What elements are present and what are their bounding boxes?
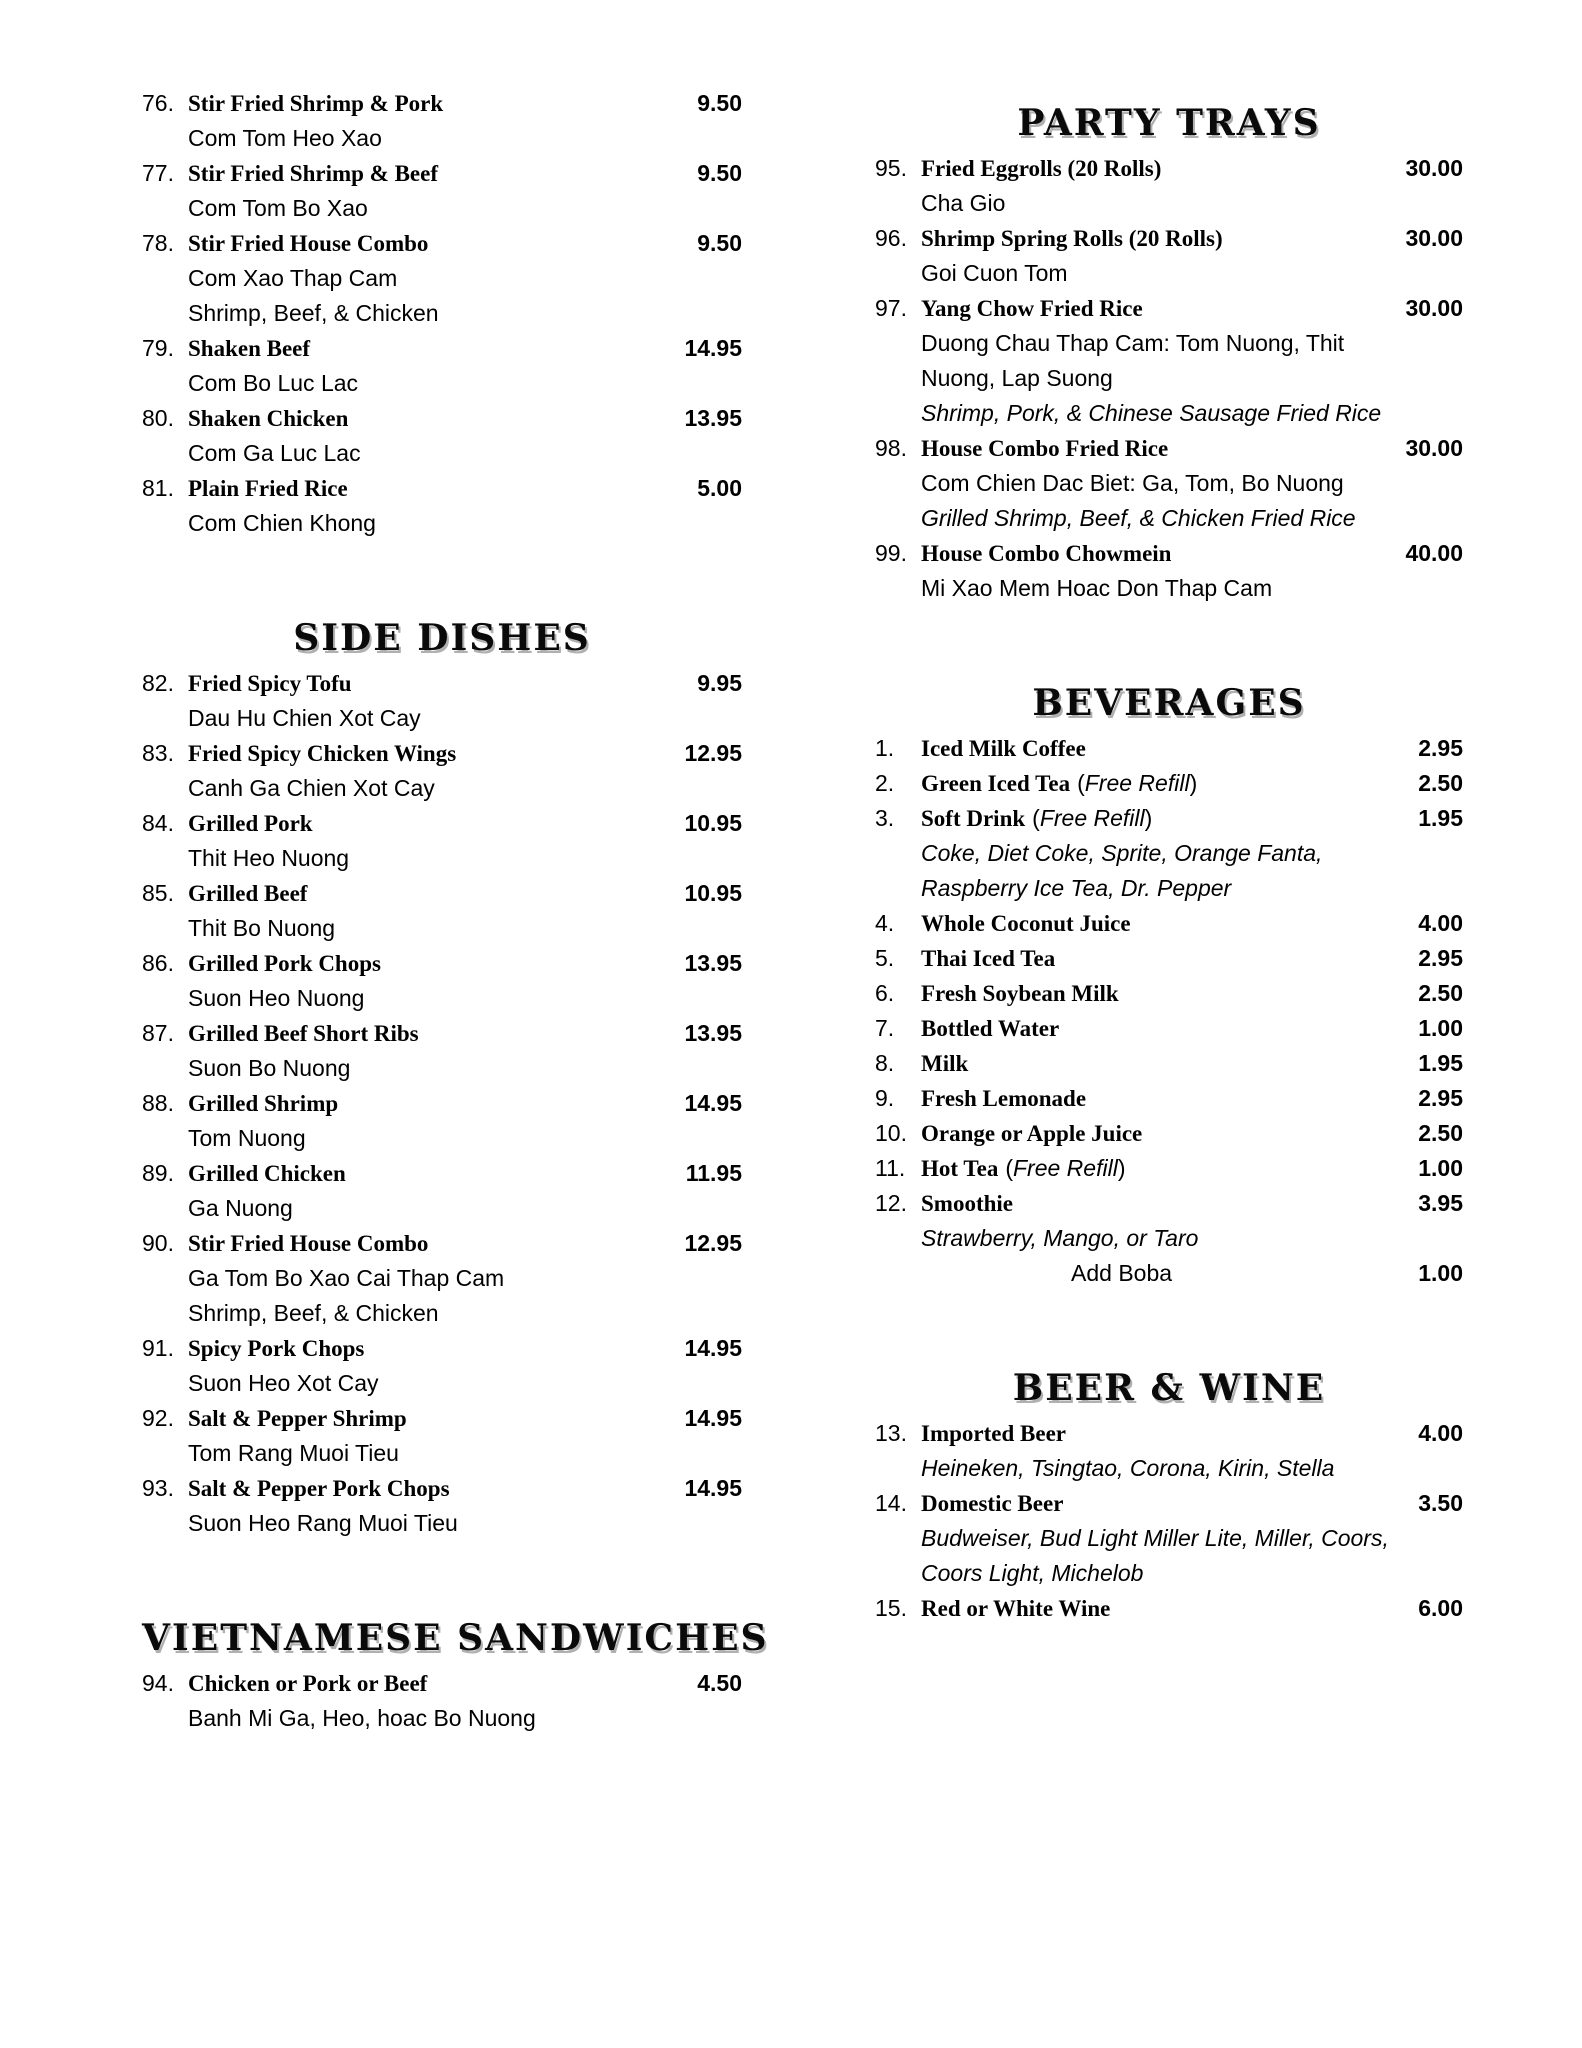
item-number: 84. [142, 810, 174, 836]
item-number: 87. [142, 1020, 174, 1046]
menu-item-row [875, 1591, 1463, 1626]
item-price: 13.95 [684, 1020, 742, 1046]
menu-item-row [142, 946, 742, 981]
item-name: Whole Coconut Juice [921, 911, 1131, 936]
item-name: Grilled Beef [188, 881, 308, 906]
item-price: 3.50 [1418, 1490, 1463, 1516]
item-number: 91. [142, 1335, 174, 1361]
item-price: 1.00 [1418, 1015, 1463, 1041]
item-price: 3.95 [1418, 1190, 1463, 1216]
menu-section [875, 100, 1463, 606]
menu-item-row [875, 1416, 1463, 1451]
menu-item-row [875, 976, 1463, 1011]
menu-item-row [875, 941, 1463, 976]
item-number: 89. [142, 1160, 174, 1186]
item-name: Orange or Apple Juice [921, 1121, 1143, 1146]
menu-item-row [875, 221, 1463, 256]
item-price: 40.00 [1405, 540, 1463, 566]
item-subline: Budweiser, Bud Light Miller Lite, Miller, Coors, [921, 1525, 1389, 1551]
item-price: 2.95 [1418, 1085, 1463, 1111]
item-price: 1.00 [1418, 1155, 1463, 1181]
item-subline: Heineken, Tsingtao, Corona, Kirin, Stella [921, 1455, 1335, 1481]
item-name: Red or White Wine [921, 1596, 1111, 1621]
item-price: 1.95 [1418, 1050, 1463, 1076]
menu-column-left [142, 86, 769, 1736]
item-name: Milk [921, 1051, 969, 1076]
item-subline: Com Chien Khong [188, 510, 376, 536]
section-title: SIDE DISHES [293, 617, 591, 659]
item-name: Stir Fried House Combo [188, 231, 429, 256]
menu-item-row [142, 1086, 742, 1121]
menu-item-row [875, 1486, 1463, 1521]
item-subline: Suon Heo Xot Cay [188, 1370, 379, 1396]
item-price: 14.95 [684, 1475, 742, 1501]
menu-section [142, 615, 742, 1541]
item-name: Salt & Pepper Pork Chops [188, 1476, 450, 1501]
item-number: 13. [875, 1420, 907, 1446]
item-note-text: Free Refill [1013, 1155, 1118, 1181]
item-price: 2.50 [1418, 770, 1463, 796]
item-price: 4.00 [1418, 1420, 1463, 1446]
item-subline: Com Tom Bo Xao [188, 195, 368, 221]
item-subline: Nuong, Lap Suong [921, 365, 1113, 391]
item-number: 77. [142, 160, 174, 186]
item-number: 5. [875, 945, 895, 971]
section-title: BEVERAGES [1032, 682, 1306, 724]
menu-item-row [142, 1226, 742, 1261]
item-price: 5.00 [697, 475, 742, 501]
item-number: 99. [875, 540, 907, 566]
item-subline: Suon Heo Rang Muoi Tieu [188, 1510, 458, 1536]
item-name: Fried Spicy Chicken Wings [188, 741, 457, 766]
item-number: 9. [875, 1085, 895, 1111]
item-number: 97. [875, 295, 907, 321]
item-name: Fresh Soybean Milk [921, 981, 1119, 1006]
item-name: Hot Tea [921, 1156, 999, 1181]
item-name: Shaken Beef [188, 336, 311, 361]
menu-item-row [875, 291, 1463, 326]
section-title: PARTY TRAYS [1017, 102, 1321, 144]
item-name: Grilled Pork [188, 811, 313, 836]
item-number: 82. [142, 670, 174, 696]
item-name: Iced Milk Coffee [921, 736, 1086, 761]
item-subline: Com Bo Luc Lac [188, 370, 359, 396]
menu-item-row [142, 666, 742, 701]
item-number: 88. [142, 1090, 174, 1116]
item-name: Imported Beer [921, 1421, 1066, 1446]
item-number: 81. [142, 475, 174, 501]
item-name: Chicken or Pork or Beef [188, 1671, 428, 1696]
menu-section [142, 86, 742, 541]
menu-item-row [142, 876, 742, 911]
item-number: 4. [875, 910, 895, 936]
item-number: 86. [142, 950, 174, 976]
item-price: 2.50 [1418, 1120, 1463, 1146]
item-name: Shaken Chicken [188, 406, 349, 431]
menu-item-row [875, 431, 1463, 466]
item-name: Grilled Pork Chops [188, 951, 381, 976]
item-number: 8. [875, 1050, 895, 1076]
item-subline: Coke, Diet Coke, Sprite, Orange Fanta, [921, 840, 1323, 866]
item-price: 1.95 [1418, 805, 1463, 831]
item-subline: Tom Nuong [188, 1125, 306, 1151]
item-note: (Free Refill) [1005, 1155, 1126, 1181]
item-name: Stir Fried Shrimp & Pork [188, 91, 444, 116]
menu-item-row [875, 151, 1463, 186]
item-subline: Ga Nuong [188, 1195, 293, 1221]
item-number: 93. [142, 1475, 174, 1501]
item-price: 9.50 [697, 90, 742, 116]
menu-section [142, 1615, 769, 1736]
item-name: Grilled Shrimp [188, 1091, 339, 1116]
menu-item-row [142, 401, 742, 436]
item-subline: Cha Gio [921, 190, 1006, 216]
item-name: Fresh Lemonade [921, 1086, 1087, 1111]
item-price: 2.50 [1418, 980, 1463, 1006]
item-number: 83. [142, 740, 174, 766]
item-number: 2. [875, 770, 895, 796]
item-subline: Mi Xao Mem Hoac Don Thap Cam [921, 575, 1273, 601]
menu-item-row [875, 1046, 1463, 1081]
item-price: 10.95 [684, 880, 742, 906]
item-price: 9.50 [697, 160, 742, 186]
item-name: Domestic Beer [921, 1491, 1064, 1516]
item-number: 1. [875, 735, 895, 761]
item-number: 78. [142, 230, 174, 256]
item-price: 4.00 [1418, 910, 1463, 936]
item-name: Smoothie [921, 1191, 1013, 1216]
menu-item-row [142, 226, 742, 261]
item-subline: Thit Bo Nuong [188, 915, 336, 941]
item-subline: Suon Bo Nuong [188, 1055, 351, 1081]
item-name: Thai Iced Tea [921, 946, 1056, 971]
item-note: (Free Refill) [1032, 805, 1153, 831]
item-subline: Suon Heo Nuong [188, 985, 365, 1011]
item-price: 13.95 [684, 950, 742, 976]
menu-section [875, 1365, 1463, 1626]
menu-item-row [142, 471, 742, 506]
item-name: Bottled Water [921, 1016, 1060, 1041]
item-number: 14. [875, 1490, 907, 1516]
item-subline: Strawberry, Mango, or Taro [921, 1225, 1199, 1251]
item-number: 96. [875, 225, 907, 251]
menu-item-row [142, 331, 742, 366]
item-price: 14.95 [684, 335, 742, 361]
item-subline: Shrimp, Pork, & Chinese Sausage Fried Rice [921, 400, 1382, 426]
menu-section [875, 680, 1463, 1291]
item-name: House Combo Chowmein [921, 541, 1172, 566]
item-number: 7. [875, 1015, 895, 1041]
item-price: 9.50 [697, 230, 742, 256]
item-number: 11. [875, 1155, 906, 1181]
item-number: 94. [142, 1670, 174, 1696]
item-subline: Raspberry Ice Tea, Dr. Pepper [921, 875, 1232, 901]
item-number: 3. [875, 805, 895, 831]
menu-item-row [142, 1471, 742, 1506]
menu-item-row [875, 1081, 1463, 1116]
menu-item-row [142, 806, 742, 841]
menu-item-row [875, 801, 1463, 836]
item-subline: Duong Chau Thap Cam: Tom Nuong, Thit [921, 330, 1345, 356]
item-name: Plain Fried Rice [188, 476, 348, 501]
item-price: 14.95 [684, 1335, 742, 1361]
item-price: 13.95 [684, 405, 742, 431]
item-subline: Shrimp, Beef, & Chicken [188, 300, 439, 326]
item-number: 10. [875, 1120, 907, 1146]
menu-item-row [142, 736, 742, 771]
menu-item-row [875, 1256, 1463, 1291]
item-number: 80. [142, 405, 174, 431]
item-price: 10.95 [684, 810, 742, 836]
menu-item-row [875, 1116, 1463, 1151]
item-subline: Shrimp, Beef, & Chicken [188, 1300, 439, 1326]
item-subline: Com Ga Luc Lac [188, 440, 361, 466]
item-subline: Dau Hu Chien Xot Cay [188, 705, 421, 731]
item-number: 12. [875, 1190, 907, 1216]
item-note-text: Free Refill [1084, 770, 1190, 796]
item-number: 15. [875, 1595, 907, 1621]
item-price: 4.50 [697, 1670, 742, 1696]
item-name: Stir Fried House Combo [188, 1231, 429, 1256]
menu-item-row [875, 766, 1463, 801]
item-price: 30.00 [1405, 225, 1463, 251]
item-name: Add Boba [1071, 1260, 1173, 1286]
item-name: Grilled Chicken [188, 1161, 346, 1186]
menu-column-right [875, 100, 1463, 1626]
menu-item-row [142, 1016, 742, 1051]
item-name: Salt & Pepper Shrimp [188, 1406, 407, 1431]
menu-item-row [142, 1401, 742, 1436]
menu-item-row [142, 156, 742, 191]
item-subline: Tom Rang Muoi Tieu [188, 1440, 399, 1466]
item-name: Shrimp Spring Rolls (20 Rolls) [921, 226, 1223, 251]
item-price: 30.00 [1405, 155, 1463, 181]
item-name: Stir Fried Shrimp & Beef [188, 161, 438, 186]
menu-item-row [875, 1151, 1463, 1186]
item-name: Grilled Beef Short Ribs [188, 1021, 419, 1046]
item-name: House Combo Fried Rice [921, 436, 1169, 461]
item-price: 2.95 [1418, 735, 1463, 761]
item-name: Soft Drink [921, 806, 1026, 831]
section-title: VIETNAMESE SANDWICHES [142, 1617, 769, 1659]
item-number: 95. [875, 155, 907, 181]
item-subline: Thit Heo Nuong [188, 845, 350, 871]
item-price: 30.00 [1405, 295, 1463, 321]
item-number: 76. [142, 90, 174, 116]
item-price: 30.00 [1405, 435, 1463, 461]
item-name: Fried Eggrolls (20 Rolls) [921, 156, 1162, 181]
item-number: 92. [142, 1405, 174, 1431]
item-price: 14.95 [684, 1090, 742, 1116]
menu-item-row [875, 536, 1463, 571]
menu-item-row [875, 731, 1463, 766]
section-title: BEER & WINE [1012, 1367, 1326, 1409]
menu-item-row [142, 1156, 742, 1191]
item-name: Spicy Pork Chops [188, 1336, 365, 1361]
item-subline: Coors Light, Michelob [921, 1560, 1144, 1586]
menu-item-row [875, 1186, 1463, 1221]
item-number: 79. [142, 335, 174, 361]
item-subline: Ga Tom Bo Xao Cai Thap Cam [188, 1265, 505, 1291]
item-number: 85. [142, 880, 174, 906]
item-price: 14.95 [684, 1405, 742, 1431]
item-price: 2.95 [1418, 945, 1463, 971]
item-price: 12.95 [684, 1230, 742, 1256]
menu-item-row [142, 1666, 742, 1701]
item-price: 6.00 [1418, 1595, 1463, 1621]
item-subline: Banh Mi Ga, Heo, hoac Bo Nuong [188, 1705, 536, 1731]
item-note-text: Free Refill [1039, 805, 1145, 831]
menu-item-row [142, 1331, 742, 1366]
item-name: Fried Spicy Tofu [188, 671, 352, 696]
menu-item-row [875, 1011, 1463, 1046]
item-price: 11.95 [685, 1160, 742, 1186]
item-subline: Canh Ga Chien Xot Cay [188, 775, 435, 801]
item-subline: Com Chien Dac Biet: Ga, Tom, Bo Nuong [921, 470, 1344, 496]
item-note: (Free Refill) [1077, 770, 1198, 796]
item-subline: Com Xao Thap Cam [188, 265, 398, 291]
item-subline: Com Tom Heo Xao [188, 125, 382, 151]
item-name: Yang Chow Fried Rice [921, 296, 1143, 321]
item-price: 1.00 [1418, 1260, 1463, 1286]
item-number: 6. [875, 980, 895, 1006]
item-number: 98. [875, 435, 907, 461]
menu-item-row [875, 906, 1463, 941]
item-name: Green Iced Tea [921, 771, 1071, 796]
item-price: 12.95 [684, 740, 742, 766]
item-subline: Grilled Shrimp, Beef, & Chicken Fried Rice [921, 505, 1356, 531]
item-subline: Goi Cuon Tom [921, 260, 1068, 286]
menu-item-row [142, 86, 742, 121]
item-number: 90. [142, 1230, 174, 1256]
item-price: 9.95 [697, 670, 742, 696]
